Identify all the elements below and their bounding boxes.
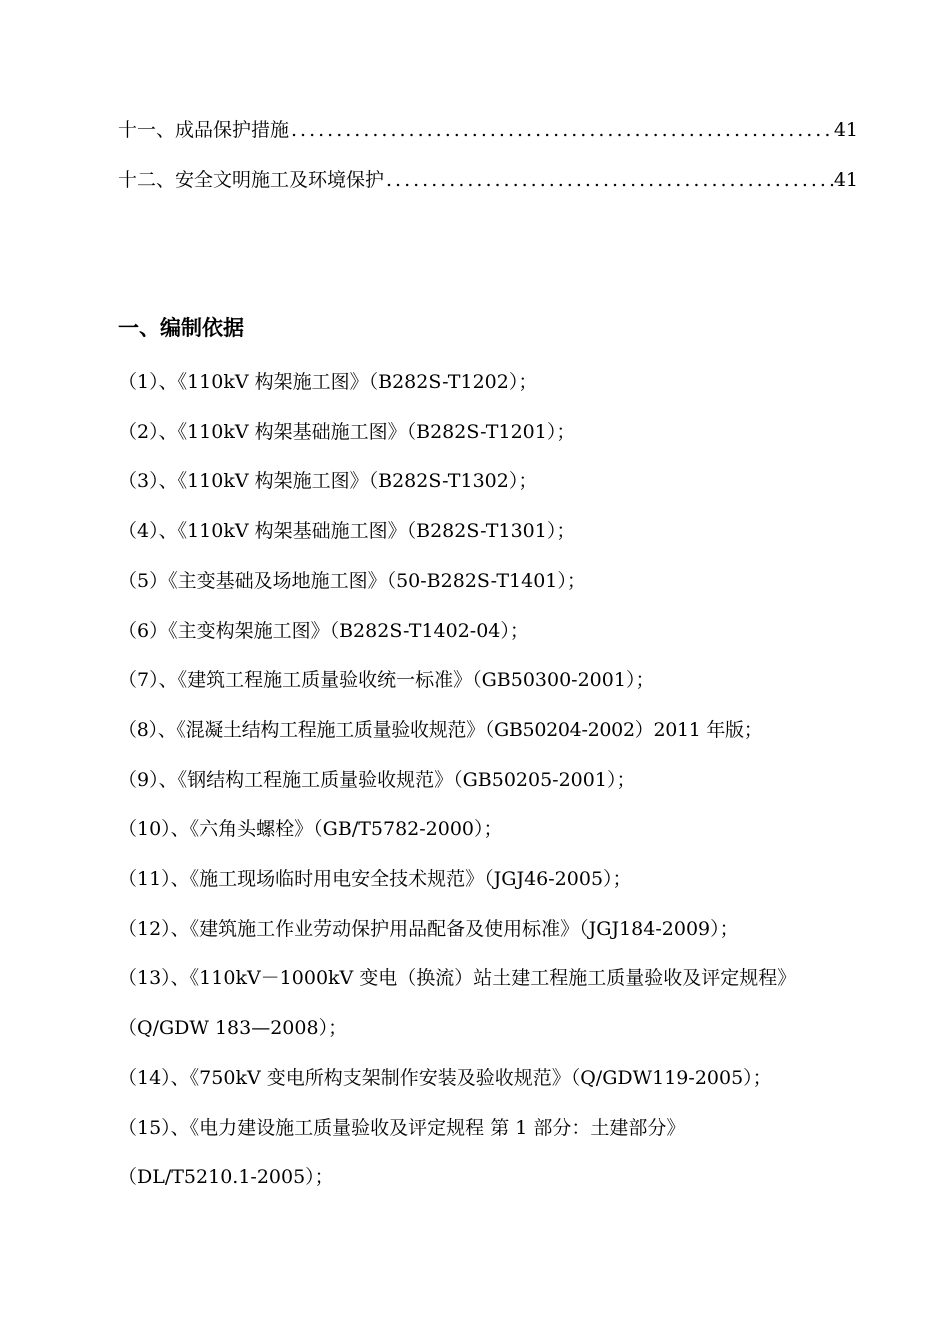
toc-page: 41 [833, 119, 858, 141]
toc-entry[interactable] [118, 165, 858, 192]
list-item: （9）、《钢结构工程施工质量验收规范》（GB50205-2001）； [118, 768, 636, 791]
list-item: （6）《主变构架施工图》（B282S-T1402-04）； [118, 619, 529, 642]
list-item: （14）、《750kV 变电所构支架制作安装及验收规范》（Q/GDW119-2005）； [118, 1066, 772, 1089]
list-item: （10）、《六角头螺栓》（GB/T5782-2000）； [118, 818, 503, 841]
list-item: （3）、《110kV 构架施工图》（B282S-T1302）； [118, 470, 538, 493]
list-item: （8）、《混凝土结构工程施工质量验收规范》（GB50204-2002）2011 年版； [118, 718, 763, 741]
toc-page: 41 [833, 169, 858, 191]
list-item: （11）、《施工现场临时用电安全技术规范》（JGJ46-2005）； [118, 868, 632, 891]
list-item: （1）、《110kV 构架施工图》（B282S-T1202）； [118, 371, 538, 393]
list-item: （13）、《110kV－1000kV 变电（换流）站土建工程施工质量验收及评定规程》 （Q/GDW 183—2008）； [118, 967, 797, 1040]
toc-leader [289, 119, 834, 141]
list-item: （12）、《建筑施工作业劳动保护用品配备及使用标准》（JGJ184-2009）； [118, 917, 739, 940]
toc-title: 十二、安全文明施工及环境保护 [118, 169, 385, 191]
list-item: （7）、《建筑工程施工质量验收统一标准》（GB50300-2001）； [118, 669, 655, 692]
list-item: （5）《主变基础及场地施工图》（50-B282S-T1401）； [118, 569, 586, 592]
reference-list [118, 358, 863, 1203]
toc-leader [384, 169, 834, 191]
section-heading: 一、编制依据 [118, 316, 244, 340]
list-item: （15）、《电力建设施工质量验收及评定规程 第 1 部分：土建部分》（DL/T5210.1-2005）； [118, 1116, 686, 1189]
toc-entry[interactable] [118, 115, 858, 142]
list-item: （4）、《110kV 构架基础施工图》（B282S-T1301）； [118, 520, 576, 543]
toc-title: 十一、成品保护措施 [118, 119, 290, 141]
list-item: （2）、《110kV 构架基础施工图》（B282S-T1201）； [118, 420, 576, 443]
